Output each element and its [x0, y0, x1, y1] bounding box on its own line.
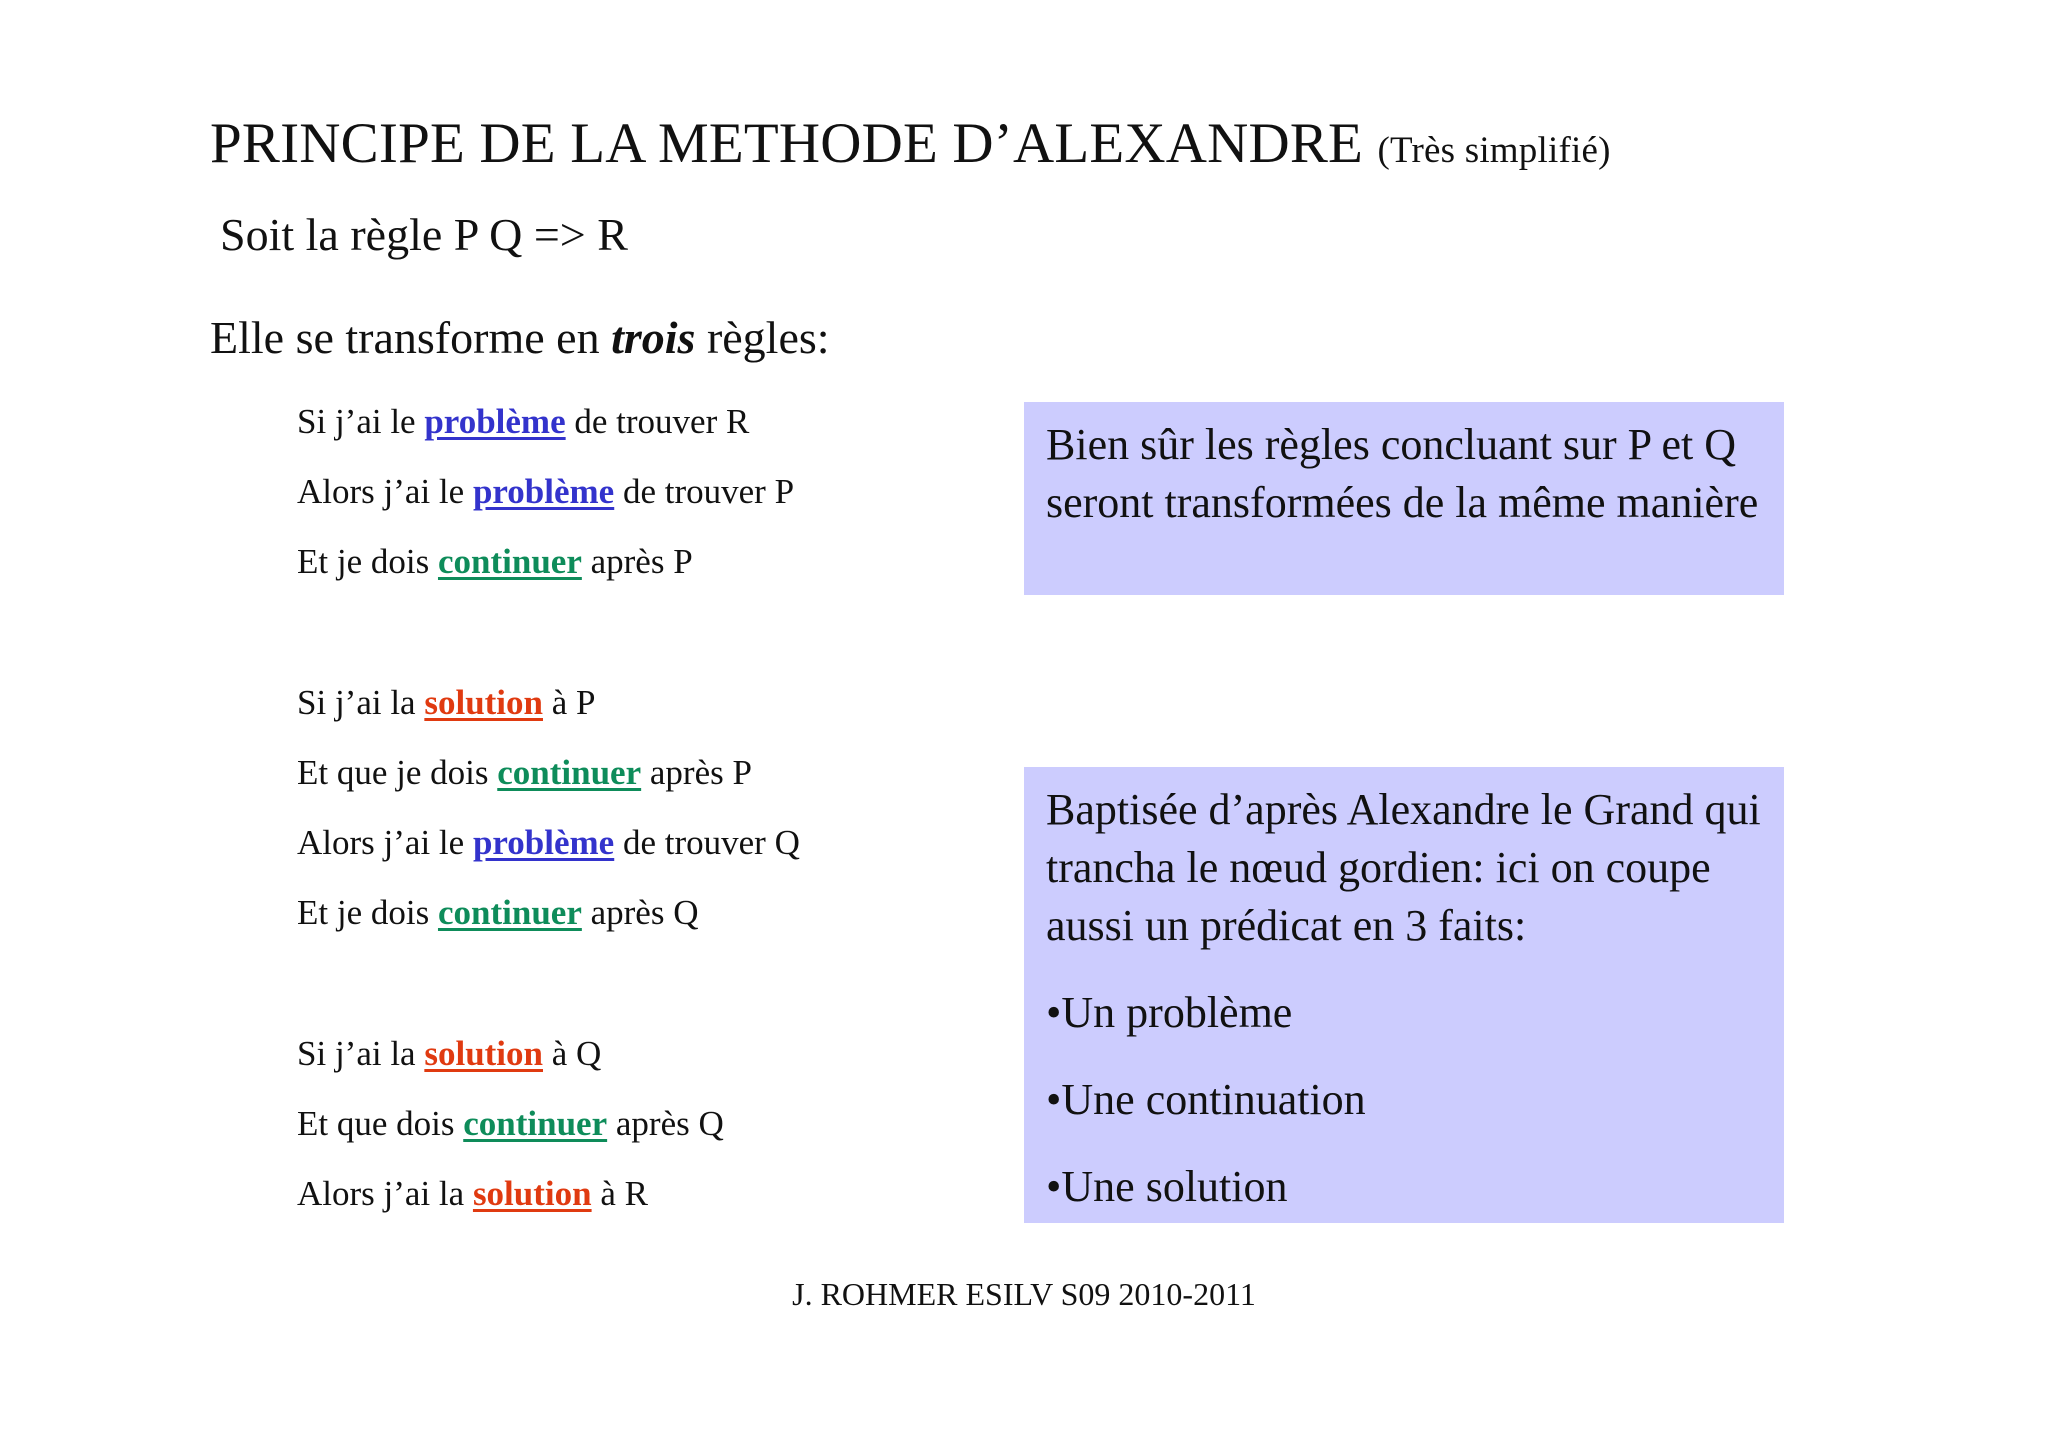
- step-suffix: après P: [641, 753, 752, 792]
- step-suffix: à P: [543, 683, 596, 722]
- rule-step: [297, 681, 596, 725]
- step-suffix: après Q: [607, 1104, 724, 1143]
- keyword-continuer: continuer: [437, 542, 582, 581]
- rule-step: [297, 1102, 724, 1146]
- step-prefix: Alors j’ai le: [297, 472, 473, 511]
- step-prefix: Si j’ai le: [297, 402, 425, 441]
- note-box-alexandre: [1024, 767, 1784, 1223]
- bullet-item: •Une continuation: [1046, 1075, 1366, 1124]
- step-prefix: Et je dois: [297, 893, 438, 932]
- title-suffix: (Très simplifié): [1377, 130, 1611, 171]
- footer-credit: J. ROHMER ESILV S09 2010-2011: [792, 1276, 1256, 1312]
- rule-step: [297, 821, 800, 865]
- step-suffix: après P: [581, 542, 693, 581]
- rule-statement: Soit la règle P Q => R: [220, 209, 628, 260]
- bullet-item: •Un problème: [1046, 988, 1293, 1037]
- bullet-item: •Une solution: [1046, 1162, 1288, 1211]
- rule-step: [297, 1032, 601, 1076]
- keyword-continuer: continuer: [497, 753, 642, 792]
- rule-step: [297, 751, 752, 795]
- step-suffix: à Q: [543, 1034, 602, 1073]
- step-prefix: Si j’ai la: [297, 683, 425, 722]
- note-text: Bien sûr les règles concluant sur P et Q seront transformées de la même manière: [1046, 420, 1759, 527]
- keyword-solution: solution: [472, 1174, 592, 1213]
- step-suffix: de trouver R: [565, 402, 750, 441]
- intro-keyword: trois: [611, 312, 696, 363]
- rule-step: [297, 540, 693, 584]
- step-prefix: Alors j’ai le: [297, 823, 473, 862]
- rule-step: [297, 891, 698, 935]
- step-prefix: Si j’ai la: [297, 1034, 425, 1073]
- title-main: PRINCIPE DE LA METHODE D’ALEXANDRE: [210, 112, 1364, 175]
- keyword-continuer: continuer: [437, 893, 582, 932]
- note-box-transformation: [1024, 402, 1784, 595]
- intro-after: règles:: [695, 312, 830, 363]
- rule-step: [297, 400, 749, 444]
- keyword-solution: solution: [424, 1034, 543, 1073]
- keyword-probleme: problème: [424, 402, 566, 441]
- step-prefix: Et je dois: [297, 542, 438, 581]
- note-text: Baptisée d’après Alexandre le Grand qui trancha le nœud gordien: ici on coupe aussi un prédicat en 3 faits:: [1046, 785, 1761, 950]
- step-prefix: Alors j’ai la: [297, 1174, 473, 1213]
- step-suffix: à R: [591, 1174, 648, 1213]
- keyword-continuer: continuer: [463, 1104, 608, 1143]
- intro-before: Elle se transforme en: [210, 312, 612, 363]
- keyword-solution: solution: [424, 683, 543, 722]
- step-suffix: de trouver P: [614, 472, 795, 511]
- rule-step: [297, 1172, 648, 1216]
- page-title: [210, 108, 1611, 187]
- step-suffix: après Q: [581, 893, 699, 932]
- intro-line: [210, 308, 830, 368]
- step-suffix: de trouver Q: [614, 823, 800, 862]
- keyword-probleme: problème: [472, 472, 615, 511]
- step-prefix: Et que dois: [297, 1104, 464, 1143]
- step-prefix: Et que je dois: [297, 753, 498, 792]
- rule-step: [297, 470, 794, 514]
- keyword-probleme: problème: [472, 823, 615, 862]
